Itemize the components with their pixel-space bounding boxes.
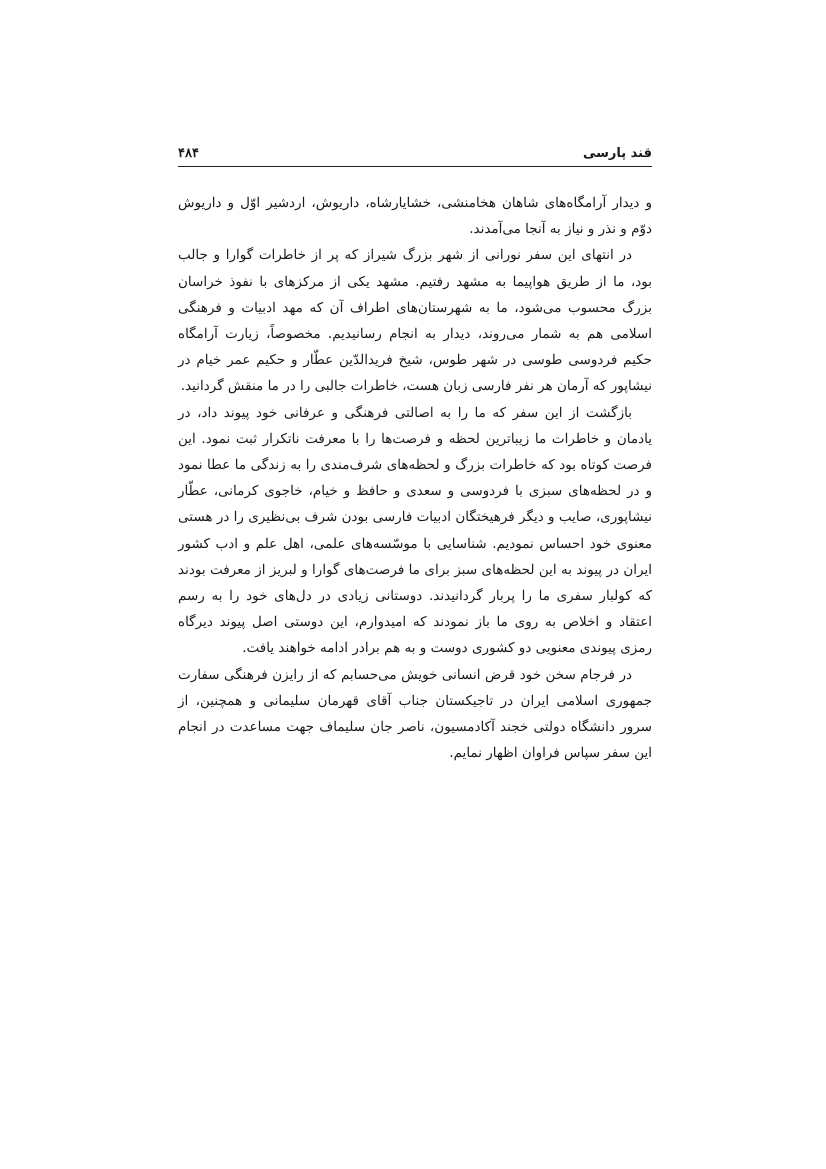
paragraph: بازگشت از این سفر که ما را به اصالتی فرهنگی و عرفانی خود پیوند داد، در یادمان و خاطرات ما زیباترین لحظه و فرصت‌ها را با معرفت ناتکرار ثبت نمود. این فرصت کوتاه بود که خاطرات بزرگ و لحظه‌های شرف‌مندی را به زندگی ما عطا نمود و در لحظه‌های سبزی با فردوسی و سعدی و حافظ و خیام، خاجوی کرمانی، عطّار نیشاپوری، صایب و دیگر فرهیختگان ادبیات فارسی بودن شرف بی‌نظیری را در هستی معنوی خود احساس نمودیم. شناسایی با موسّسه‌های علمی، اهل علم و ادب کشور ایران در پیوند به این لحظه‌های سبز برای ما فرصت‌های گوارا و لبریز از معرفت بودند که کولبار سفری ما را پربار گردانیدند. دوستانی زیادی در دل‌های خود را به رسم اعتقاد و اخلاص به روی ما باز نمودند که امیدوارم، این دوستی اصل پیوند دیرگاه رمزی پیوندی معنویی دو کشوری دوست و به هم برادر ادامه خواهند یافت. (178, 404, 652, 657)
body-text (178, 190, 652, 766)
paragraph: در انتهای این سفر نورانی از شهر بزرگ شیراز که پر از خاطرات گوارا و جالب بود، ما از طریق هواپیما به مشهد رفتیم. مشهد یکی از مرکزهای با نفوذ خراسان بزرگ محسوب می‌شود، ما به شهرستان‌های اطراف آن که مهد ادبیات و فرهنگی اسلامی هم به شمار می‌روند، دیدار به انجام رسانیدیم. مخصوصاً، زیارت آرامگاه حکیم فردوسی طوسی در شهر طوس، شیخ فریدالدّین عطّار و حکیم عمر خیام در نیشاپور که آرمان هر نفر فارسی زبان هست، خاطرات جالبی را در ما منقش گردانید. (178, 247, 652, 395)
journal-title: قند پارسی (582, 146, 652, 161)
paragraph-continuation: و دیدار آرامگاه‌های شاهان هخامنشی، خشایارشاه، داریوش، اردشیر اوّل و داریوش دوّم و نذر و نیاز به آنجا می‌آمدند. (178, 195, 652, 238)
paragraph: در فرجام سخن خود قرض انسانی خویش می‌حسابم که از رایزن فرهنگی سفارت جمهوری اسلامی ایران در تاجیکستان جناب آقای قهرمان سلیمانی و همچنین، از سرور دانشگاه دولتی خجند آکادمسیون، ناصر جان سلیماف جهت مساعدت در انجام این سفر سپاس فراوان اظهار نمایم. (178, 666, 652, 762)
page-header (178, 146, 652, 167)
page-number: ۴۸۴ (178, 146, 199, 161)
